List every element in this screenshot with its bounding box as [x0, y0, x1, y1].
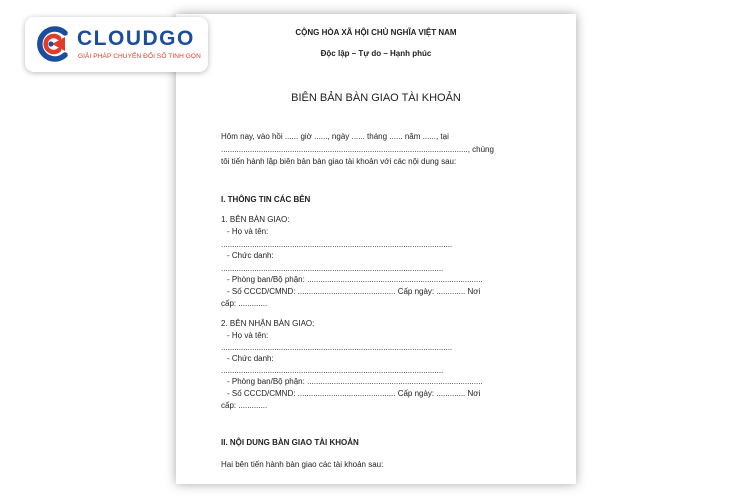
- national-motto: Độc lập – Tự do – Hạnh phúc: [320, 49, 432, 58]
- intro-line-3: tôi tiến hành lập biên bản bàn giao tài khoản với các nội dung sau:: [221, 157, 457, 166]
- party-1-id: - Số CCCD/CMND: ............................................ Cấp ngày: ............. Nơi: [227, 287, 481, 296]
- party-1-id-place: cấp: .............: [221, 299, 268, 308]
- intro-line-2: ..............................................................................................................., chúng: [221, 145, 494, 154]
- national-header: CỘNG HÒA XÃ HỘI CHỦ NGHĨA VIỆT NAM: [295, 28, 457, 37]
- cloudgo-emblem-icon: [32, 26, 72, 62]
- party-1-name-field: ........................................................................................................: [221, 240, 453, 249]
- party-1-position-label: - Chức danh:: [227, 251, 274, 260]
- cloudgo-logo: [25, 17, 208, 72]
- logo-tagline: GIẢI PHÁP CHUYỂN ĐỔI SỐ TINH GỌN: [78, 53, 201, 60]
- party-2-name-field: ........................................................................................................: [221, 343, 453, 352]
- document-title: BIÊN BẢN BÀN GIAO TÀI KHOẢN: [291, 92, 461, 104]
- party-2-id: - Số CCCD/CMND: ............................................ Cấp ngày: ............. Nơi: [227, 389, 481, 398]
- party-1-heading: 1. BÊN BÀN GIAO:: [221, 215, 290, 224]
- section-2-text: Hai bên tiến hành bàn giao các tài khoản sau:: [221, 460, 384, 469]
- party-1-name-label: - Họ và tên:: [227, 227, 269, 236]
- intro-line-1: Hôm nay, vào hồi ...... giờ ......, ngày ...... tháng ...... năm ......, tại: [221, 132, 449, 141]
- document-page: [176, 14, 576, 484]
- party-2-heading: 2. BÊN NHẬN BÀN GIAO:: [221, 319, 315, 328]
- party-2-name-label: - Họ và tên:: [227, 331, 269, 340]
- party-2-dept: - Phòng ban/Bộ phận: ...............................................................................: [227, 377, 483, 386]
- party-2-position-field: ....................................................................................................: [221, 366, 444, 375]
- party-1-dept: - Phòng ban/Bộ phận: ...............................................................................: [227, 275, 483, 284]
- section-2-title: II. NỘI DUNG BÀN GIAO TÀI KHOẢN: [221, 438, 359, 447]
- logo-name: CLOUDGO: [77, 27, 195, 50]
- party-2-position-label: - Chức danh:: [227, 354, 274, 363]
- party-1-position-field: ....................................................................................................: [221, 264, 444, 273]
- party-2-id-place: cấp: .............: [221, 401, 268, 410]
- section-1-title: I. THÔNG TIN CÁC BÊN: [221, 195, 311, 204]
